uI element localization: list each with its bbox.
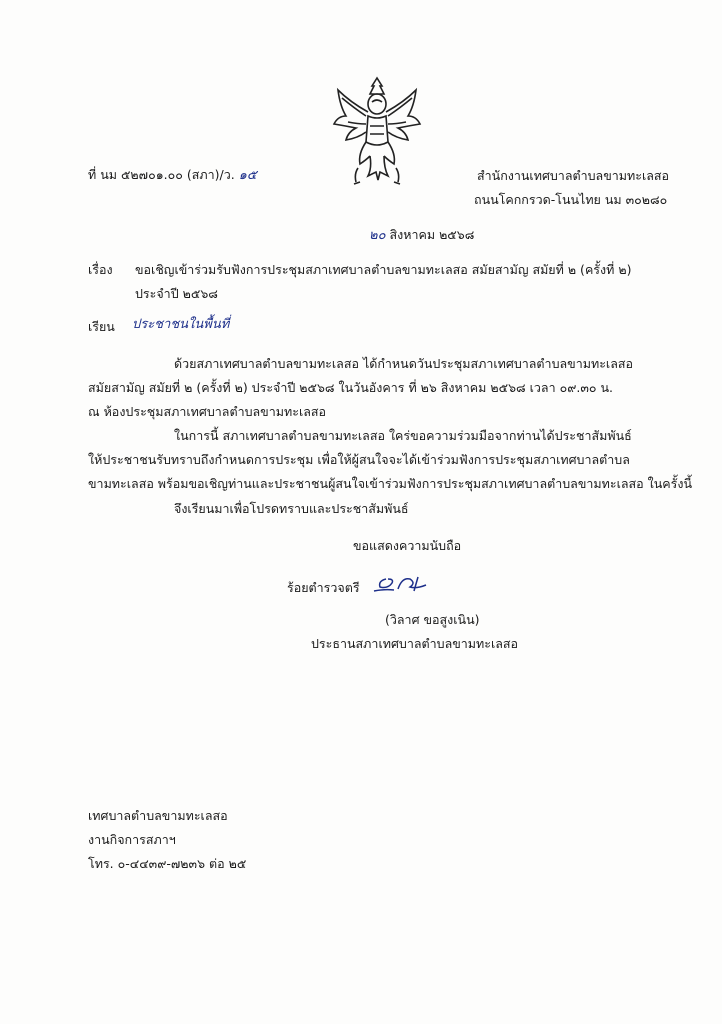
signer-position: ประธานสภาเทศบาลตำบลขามทะเลสอ bbox=[311, 636, 519, 651]
body-paragraph-1-line-3: ณ ห้องประชุมสภาเทศบาลตำบลขามทะเลสอ bbox=[88, 404, 327, 419]
office-name: สำนักงานเทศบาลตำบลขามทะเลสอ bbox=[477, 168, 670, 183]
salutation-label: เรียน bbox=[88, 319, 115, 334]
body-paragraph-1-line-2: สมัยสามัญ สมัยที่ ๒ (ครั้งที่ ๒) ประจำปี ๒๕๖๘ ในวันอังคาร ที่ ๒๖ สิงหาคม ๒๕๖๘ เวลา ๐๙.๓๐ น. bbox=[88, 380, 613, 395]
subject-line-2: ประจำปี ๒๕๖๘ bbox=[135, 286, 218, 301]
subject-label: เรื่อง bbox=[88, 262, 113, 277]
footer-phone: โทร. ๐-๔๔๓๙-๗๒๓๖ ต่อ ๒๕ bbox=[88, 856, 247, 871]
closing-phrase: ขอแสดงความนับถือ bbox=[353, 538, 462, 553]
footer-organization: เทศบาลตำบลขามทะเลสอ bbox=[88, 808, 228, 823]
reference-number bbox=[88, 166, 257, 184]
signer-name: (วิลาศ ขอสูงเนิน) bbox=[385, 612, 480, 627]
body-paragraph-1-line-1: ด้วยสภาเทศบาลตำบลขามทะเลสอ ได้กำหนดวันประชุมสภาเทศบาลตำบลขามทะเลสอ bbox=[174, 356, 633, 371]
body-paragraph-2-line-3: ขามทะเลสอ พร้อมขอเชิญท่านและประชาชนผู้สนใจเข้าร่วมฟังการประชุมสภาเทศบาลตำบลขามทะเลสอ ในครั้งนี้ bbox=[88, 476, 693, 491]
reference-number-text: ที่ นม ๕๒๗๐๑.๐๐ (สภา)/ว. bbox=[88, 167, 235, 182]
letter-date bbox=[369, 226, 474, 244]
date-month-year: สิงหาคม ๒๕๖๘ bbox=[389, 227, 475, 242]
garuda-emblem-icon bbox=[328, 72, 426, 192]
signer-rank: ร้อยตำรวจตรี bbox=[287, 580, 360, 595]
recipient-handwritten: ประชาชนในพื้นที่ bbox=[132, 317, 230, 332]
body-paragraph-2-line-2: ให้ประชาชนรับทราบถึงกำหนดการประชุม เพื่อให้ผู้สนใจจะได้เข้าร่วมฟังการประชุมสภาเทศบาลตำบล bbox=[88, 452, 630, 467]
subject-line-1: ขอเชิญเข้าร่วมรับฟังการประชุมสภาเทศบาลตำบลขามทะเลสอ สมัยสามัญ สมัยที่ ๒ (ครั้งที่ ๒) bbox=[135, 262, 632, 277]
footer-department: งานกิจการสภาฯ bbox=[88, 832, 176, 847]
body-paragraph-3-line-1: จึงเรียนมาเพื่อโปรดทราบและประชาสัมพันธ์ bbox=[174, 501, 409, 516]
date-day-handwritten: ๒๐ bbox=[369, 228, 386, 243]
body-paragraph-2-line-1: ในการนี้ สภาเทศบาลตำบลขามทะเลสอ ใคร่ขอความร่วมมือจากท่านได้ประชาสัมพันธ์ bbox=[174, 428, 632, 443]
handwritten-signature bbox=[370, 571, 432, 597]
office-address: ถนนโคกกรวด-โนนไทย นม ๓๐๒๘๐ bbox=[474, 192, 668, 207]
reference-handwritten-number: ๑๕ bbox=[238, 168, 257, 183]
